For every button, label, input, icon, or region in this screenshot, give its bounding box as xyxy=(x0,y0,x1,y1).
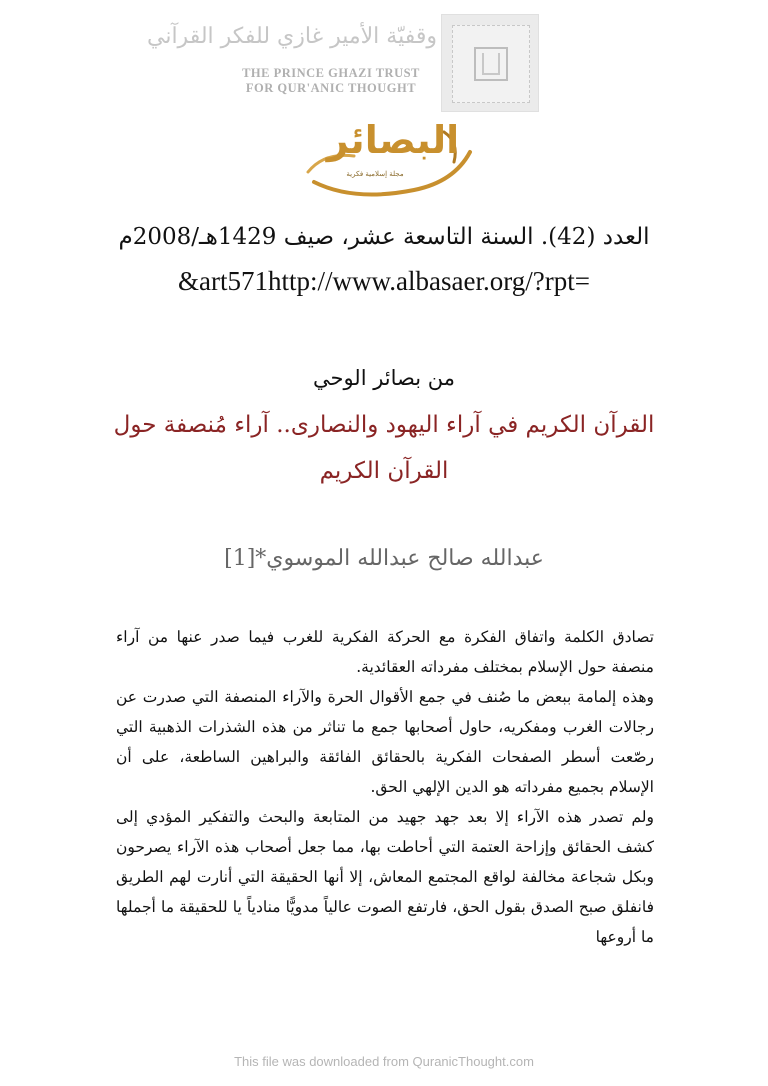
trust-name-english-line2: FOR QUR'ANIC THOUGHT xyxy=(245,81,417,95)
trust-emblem xyxy=(441,14,539,112)
magazine-logo-text: البصائر xyxy=(326,118,460,162)
article-url: &art571http://www.albasaer.org/?rpt= xyxy=(178,266,590,296)
trust-name-english xyxy=(225,66,437,96)
download-footer: This file was downloaded from QuranicThought.com xyxy=(234,1054,534,1069)
article-author: عبدالله صالح عبدالله الموسوي*[1] xyxy=(224,546,544,571)
paragraph-1: تصادق الكلمة واتفاق الفكرة مع الحركة الفكرية للغرب فيما صدر عنها من آراء منصفة حول الإسلام بمختلف مفرداته العقائدية. xyxy=(116,628,654,676)
section-heading: من بصائر الوحي xyxy=(312,366,456,390)
article-body xyxy=(116,622,654,952)
paragraph-3: ولم تصدر هذه الآراء إلا بعد جهد جهيد من المتابعة والبحث والتفكير المؤدي إلى كشف الحقائق وإزاحة العتمة التي أحاطت بها، مما جعل أصحاب هذه الآراء يصرحون وبكل شجاعة مخالفة لواقع المجتمع المعاش، إلا أنها الحقيقة التي أنارت لهم الطريق فانفلق صبح الصدق بقول الحق، فارتفع الصوت عالياً مدويًّا منادياً يا للحقيقة ما أجملها ما أروعها xyxy=(116,808,654,946)
trust-name-arabic: وقفيّة الأمير غازي للفكر القرآني xyxy=(146,24,437,49)
article-title: القرآن الكريم في آراء اليهود والنصارى.. آراء مُنصفة حول القرآن الكريم xyxy=(113,412,655,484)
trust-emblem-glyph xyxy=(482,53,500,75)
trust-name-english-line1: THE PRINCE GHAZI TRUST xyxy=(242,66,420,80)
paragraph-2: وهذه إلمامة ببعض ما صُنف في جمع الأقوال الحرة والآراء المنصفة التي صدرت عن رجالات الغرب ومفكريه، حاول أصحابها جمع ما تناثر من هذه الشذرات الذهبية التي رصّعت أسطر الصفحات الفكرية بالحقائق الفائقة والبراهين الساطعة، على أن الإسلام بجميع مفرداته هو الدين الإلهي الحق. xyxy=(116,688,654,796)
magazine-tagline: مجلة إسلامية فكرية xyxy=(346,170,404,178)
issue-line: العدد (42). السنة التاسعة عشر، صيف 1429هـ/2008م xyxy=(118,224,650,250)
